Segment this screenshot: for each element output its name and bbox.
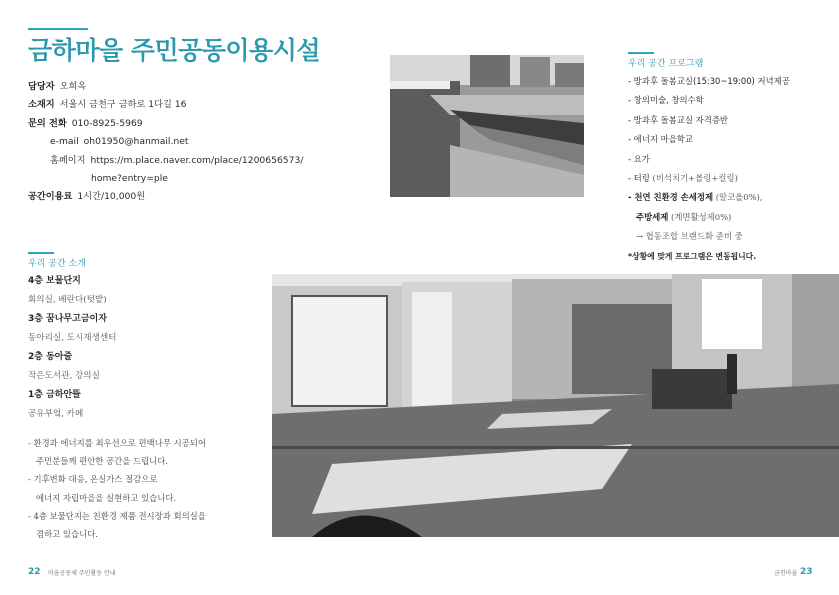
program-item: - 요가 <box>628 153 650 164</box>
program-item <box>628 208 790 227</box>
program-item-note: → 협동조합 브랜드화 준비 중 <box>636 231 743 242</box>
programs-list <box>628 72 790 266</box>
notes-list <box>28 434 206 543</box>
email-row <box>28 133 303 151</box>
program-item-detail: (알코올0%), <box>715 192 763 203</box>
space-name: 4층 보물단지 <box>28 276 81 286</box>
fee-row <box>28 188 303 206</box>
homepage-label: 홈페이지 <box>50 154 86 166</box>
homepage-row <box>28 152 303 170</box>
program-item-main: - 천연 친환경 손세정제 <box>628 192 714 203</box>
address-value: 서울시 금천구 금하로 1다길 16 <box>59 99 187 111</box>
note-line: - 환경과 에너지를 최우선으로 편백나무 시공되어 <box>28 438 206 448</box>
program-item <box>628 188 790 207</box>
note-line: - 4층 보물단지는 친환경 제품 전시장과 회의실을 <box>28 510 206 521</box>
programs-title: 우리 공간 프로그램 <box>628 59 704 69</box>
program-item <box>628 169 790 188</box>
space-name: 3층 꿈나무고금이자 <box>28 314 107 324</box>
phone-row <box>28 115 303 133</box>
space-name: 1층 금하안뜰 <box>28 390 81 400</box>
homepage-link-cont[interactable]: home?entry=ple <box>91 173 168 185</box>
manager-row <box>28 78 303 96</box>
address-label: 소재지 <box>28 99 55 111</box>
spaces-title: 우리 공간 소개 <box>28 259 86 269</box>
space-desc: 공유부엌, 카페 <box>28 409 84 419</box>
space-desc: 작은도서관, 강의실 <box>28 371 100 381</box>
studio-room-illustration <box>272 274 839 537</box>
program-item: - 방과후 돌봄교실 자격증반 <box>628 114 729 125</box>
note-line: 주민분들께 편안한 공간을 드립니다. <box>36 456 169 467</box>
page-title: 금하마을 주민공동이용시설 <box>28 36 321 65</box>
manager-label: 담당자 <box>28 81 55 92</box>
program-item-detail: (비석치기+볼링+컬링) <box>652 173 738 184</box>
program-notice: *상황에 맞게 프로그램은 변동됩니다. <box>628 251 757 261</box>
facility-info <box>28 78 303 207</box>
studio-room-photo <box>272 274 839 537</box>
homepage-link[interactable]: https://m.place.naver.com/place/1200656573/ <box>90 154 304 166</box>
space-name: 2층 동아줄 <box>28 352 73 362</box>
footer-text-left: 마을공동체 주민활동 안내 <box>48 570 116 577</box>
space-desc: 회의실, 베란다(텃밭) <box>28 295 107 305</box>
phone-label: 문의 전화 <box>28 117 67 129</box>
rooftop-garden-photo <box>390 55 584 197</box>
space-desc: 동아리실, 도시재생센터 <box>28 333 117 343</box>
note-line: - 기후변화 대응, 온실가스 절감으로 <box>28 474 158 485</box>
programs-accent-line <box>628 52 654 54</box>
program-item-main: - 터링 <box>628 173 650 184</box>
program-item: - 방과후 돌봄교실(15:30~19:00) 저녁제공 <box>628 76 790 86</box>
program-item-detail: (계면활성제0%) <box>671 211 732 222</box>
email-label: e-mail <box>50 136 79 148</box>
program-item: - 에너지 마을학교 <box>628 134 693 145</box>
program-item-main: 주방세제 <box>636 211 669 222</box>
phone-value: 010-8925-5969 <box>71 117 143 129</box>
fee-value: 1시간/10,000원 <box>77 191 146 203</box>
address-row <box>28 96 303 114</box>
page-number-right: 23 <box>800 567 813 577</box>
spaces-accent-line <box>28 252 54 254</box>
title-accent-line <box>28 28 88 30</box>
program-item: - 창의미술, 창의수학 <box>628 95 704 106</box>
spaces-list <box>28 272 116 424</box>
rooftop-garden-illustration <box>390 55 584 197</box>
note-line: 에너지 자립마을을 실현하고 있습니다. <box>36 492 177 503</box>
footer-text-right: 금천마을 <box>774 570 798 577</box>
email-value[interactable]: oh01950@hanmail.net <box>83 136 189 148</box>
homepage-row-cont <box>28 170 303 188</box>
manager-value: 오희옥 <box>59 81 87 92</box>
note-line: 겸하고 있습니다. <box>36 529 98 540</box>
fee-label: 공간이용료 <box>28 191 73 203</box>
page-number-left: 22 <box>28 567 41 577</box>
